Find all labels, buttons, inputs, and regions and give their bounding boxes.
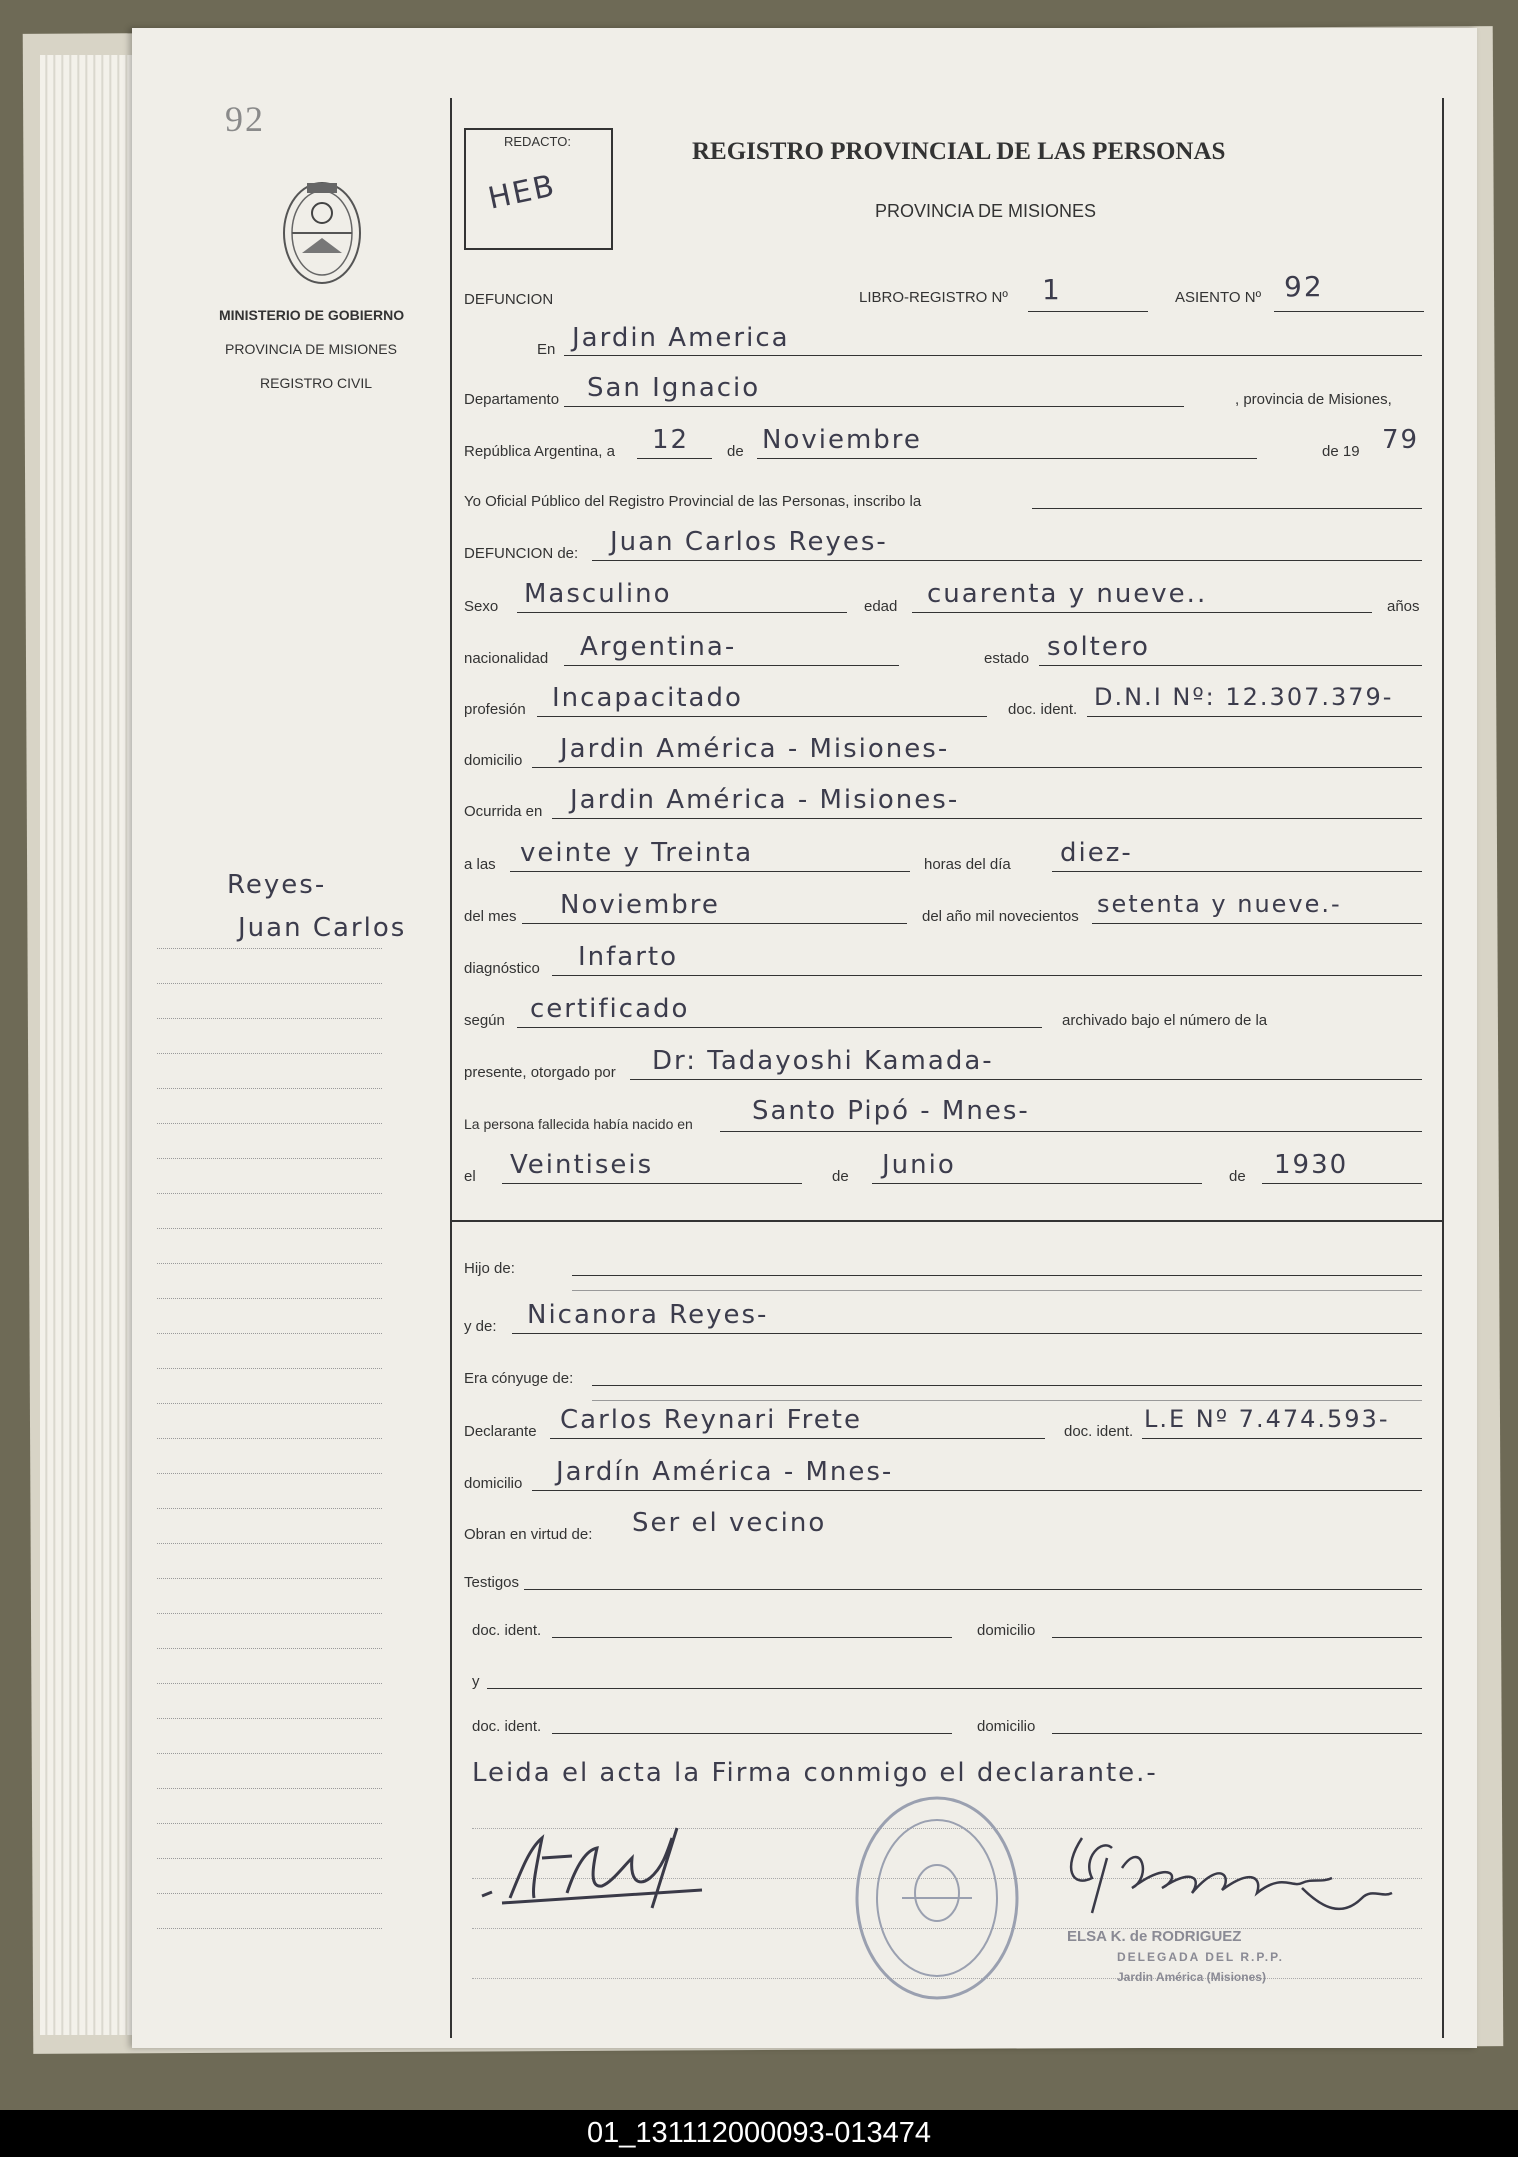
segun-label: según <box>464 1012 505 1029</box>
margin-note-name: Juan Carlos <box>238 913 407 943</box>
edad-label: edad <box>864 598 898 615</box>
estado-label: estado <box>984 650 1030 667</box>
domicilio-label: domicilio <box>464 752 523 769</box>
official-seal-icon <box>842 1788 1032 2008</box>
sexo-value: Masculino <box>524 579 672 609</box>
margin-note-surname: Reyes- <box>227 870 327 900</box>
mes-value: Noviembre <box>762 425 922 455</box>
redacto-label: REDACTO: <box>504 134 571 149</box>
nacido-label: La persona fallecida había nacido en <box>464 1116 693 1132</box>
alas-value: veinte y Treinta <box>520 838 754 868</box>
dec-domicilio-value: Jardín América - Mnes- <box>556 1457 894 1487</box>
testigo2-domicilio-label: domicilio <box>977 1718 1036 1735</box>
testigos-label: Testigos <box>464 1574 520 1591</box>
image-caption: 01_131112000093-013474 <box>0 2110 1518 2157</box>
conyuge-label: Era cónyuge de: <box>464 1370 574 1387</box>
delegate-signature-icon <box>1052 1818 1432 1938</box>
closing-statement: Leida el acta la Firma conmigo el declarante.- <box>472 1758 1158 1788</box>
margin-lines <box>157 948 382 2008</box>
sexo-label: Sexo <box>464 598 499 615</box>
deceased-name-value: Juan Carlos Reyes- <box>610 527 888 557</box>
docident-value: D.N.I Nº: 12.307.379- <box>1094 683 1394 711</box>
defuncion-label: DEFUNCION de: <box>464 545 579 562</box>
de-value-3: 1930 <box>1274 1150 1349 1180</box>
de-label-2: de <box>832 1168 849 1185</box>
horas-label: horas del día <box>924 856 1011 873</box>
profesion-label: profesión <box>464 701 526 718</box>
archivado-label: archivado bajo el número de la <box>1062 1012 1268 1029</box>
stamp-place: Jardin América (Misiones) <box>1117 1970 1266 1984</box>
edad-value: cuarenta y nueve.. <box>927 579 1208 609</box>
registry-label: REGISTRO CIVIL <box>260 375 373 391</box>
presente-value: Dr: Tadayoshi Kamada- <box>652 1046 994 1076</box>
delmes-value: Noviembre <box>560 890 720 920</box>
page-edges <box>40 55 145 2035</box>
ministry-label: MINISTERIO DE GOBIERNO <box>219 307 405 323</box>
redacto-initials: HEB <box>485 168 560 217</box>
redacto-box <box>464 128 613 250</box>
asiento-value: 92 <box>1284 270 1324 303</box>
departamento-label: Departamento <box>464 391 560 408</box>
diagnostico-label: diagnóstico <box>464 960 540 977</box>
stamp-role: DELEGADA DEL R.P.P. <box>1117 1950 1284 1964</box>
en-value: Jardin America <box>572 323 790 353</box>
alas-label: a las <box>464 856 496 873</box>
province-label: PROVINCIA DE MISIONES <box>225 341 397 357</box>
anio-value: 79 <box>1382 425 1420 455</box>
right-border <box>1442 98 1444 2038</box>
de-value-2: Junio <box>882 1150 956 1180</box>
document-title: REGISTRO PROVINCIAL DE LAS PERSONAS <box>692 138 1226 165</box>
declarante-doc-value: L.E Nº 7.474.593- <box>1144 1405 1390 1433</box>
el-label: el <box>464 1168 476 1185</box>
testigo1-docident-label: doc. ident. <box>472 1622 542 1639</box>
docident-label: doc. ident. <box>1008 701 1078 718</box>
presente-label: presente, otorgado por <box>464 1064 616 1081</box>
act-type-label: DEFUNCION <box>464 291 554 308</box>
left-border <box>450 98 452 2038</box>
section-divider <box>450 1220 1442 1222</box>
dia-value: 12 <box>652 425 690 455</box>
diagnostico-value: Infarto <box>578 942 679 972</box>
horas-value: diez- <box>1060 838 1133 868</box>
page-number: 92 <box>225 99 265 139</box>
stamp-name: ELSA K. de RODRIGUEZ <box>1067 1928 1242 1945</box>
de-label-1: de <box>727 443 744 460</box>
en-label: En <box>537 341 556 358</box>
el-value: Veintiseis <box>510 1150 654 1180</box>
declarante-doc-label: doc. ident. <box>1064 1423 1134 1440</box>
domicilio-value: Jardin América - Misiones- <box>560 734 950 764</box>
de-19-label: de 19 <box>1322 443 1360 460</box>
nacionalidad-value: Argentina- <box>580 632 737 662</box>
profesion-value: Incapacitado <box>552 683 743 713</box>
document-subtitle: PROVINCIA DE MISIONES <box>875 201 1097 221</box>
ocurrida-label: Ocurrida en <box>464 803 543 820</box>
departamento-value: San Ignacio <box>587 373 761 403</box>
coat-of-arms-icon <box>277 178 367 288</box>
delanio-label: del año mil novecientos <box>922 908 1079 925</box>
libro-value: 1 <box>1042 273 1062 306</box>
delanio-value: setenta y nueve.- <box>1097 890 1342 918</box>
asiento-label: ASIENTO Nº <box>1175 289 1262 306</box>
provincia-suffix: , provincia de Misiones, <box>1235 391 1392 408</box>
declarante-label: Declarante <box>464 1423 537 1440</box>
yde-label: y de: <box>464 1318 497 1335</box>
republica-label: República Argentina, a <box>464 443 615 460</box>
ocurrida-value: Jardin América - Misiones- <box>570 785 960 815</box>
segun-value: certificado <box>530 994 690 1024</box>
nacido-value: Santo Pipó - Mnes- <box>752 1096 1030 1126</box>
yde-value: Nicanora Reyes- <box>527 1300 769 1330</box>
hijo-label: Hijo de: <box>464 1260 515 1277</box>
declarante-value: Carlos Reynari Frete <box>560 1405 862 1435</box>
libro-label: LIBRO-REGISTRO Nº <box>859 289 1008 306</box>
testigo2-docident-label: doc. ident. <box>472 1718 542 1735</box>
y-label: y <box>472 1673 480 1690</box>
document-page <box>132 28 1477 2048</box>
delmes-label: del mes <box>464 908 517 925</box>
obran-label: Obran en virtud de: <box>464 1526 593 1543</box>
testigo1-domicilio-label: domicilio <box>977 1622 1036 1639</box>
nacionalidad-label: nacionalidad <box>464 650 549 667</box>
declarant-signature-icon <box>472 1808 722 1918</box>
oficial-text: Yo Oficial Público del Registro Provincial de las Personas, inscribo la <box>464 493 922 510</box>
estado-value: soltero <box>1047 632 1150 662</box>
de-label-3: de <box>1229 1168 1246 1185</box>
anios-label: años <box>1387 598 1420 615</box>
dec-domicilio-label: domicilio <box>464 1475 523 1492</box>
obran-value: Ser el vecino <box>632 1508 827 1538</box>
